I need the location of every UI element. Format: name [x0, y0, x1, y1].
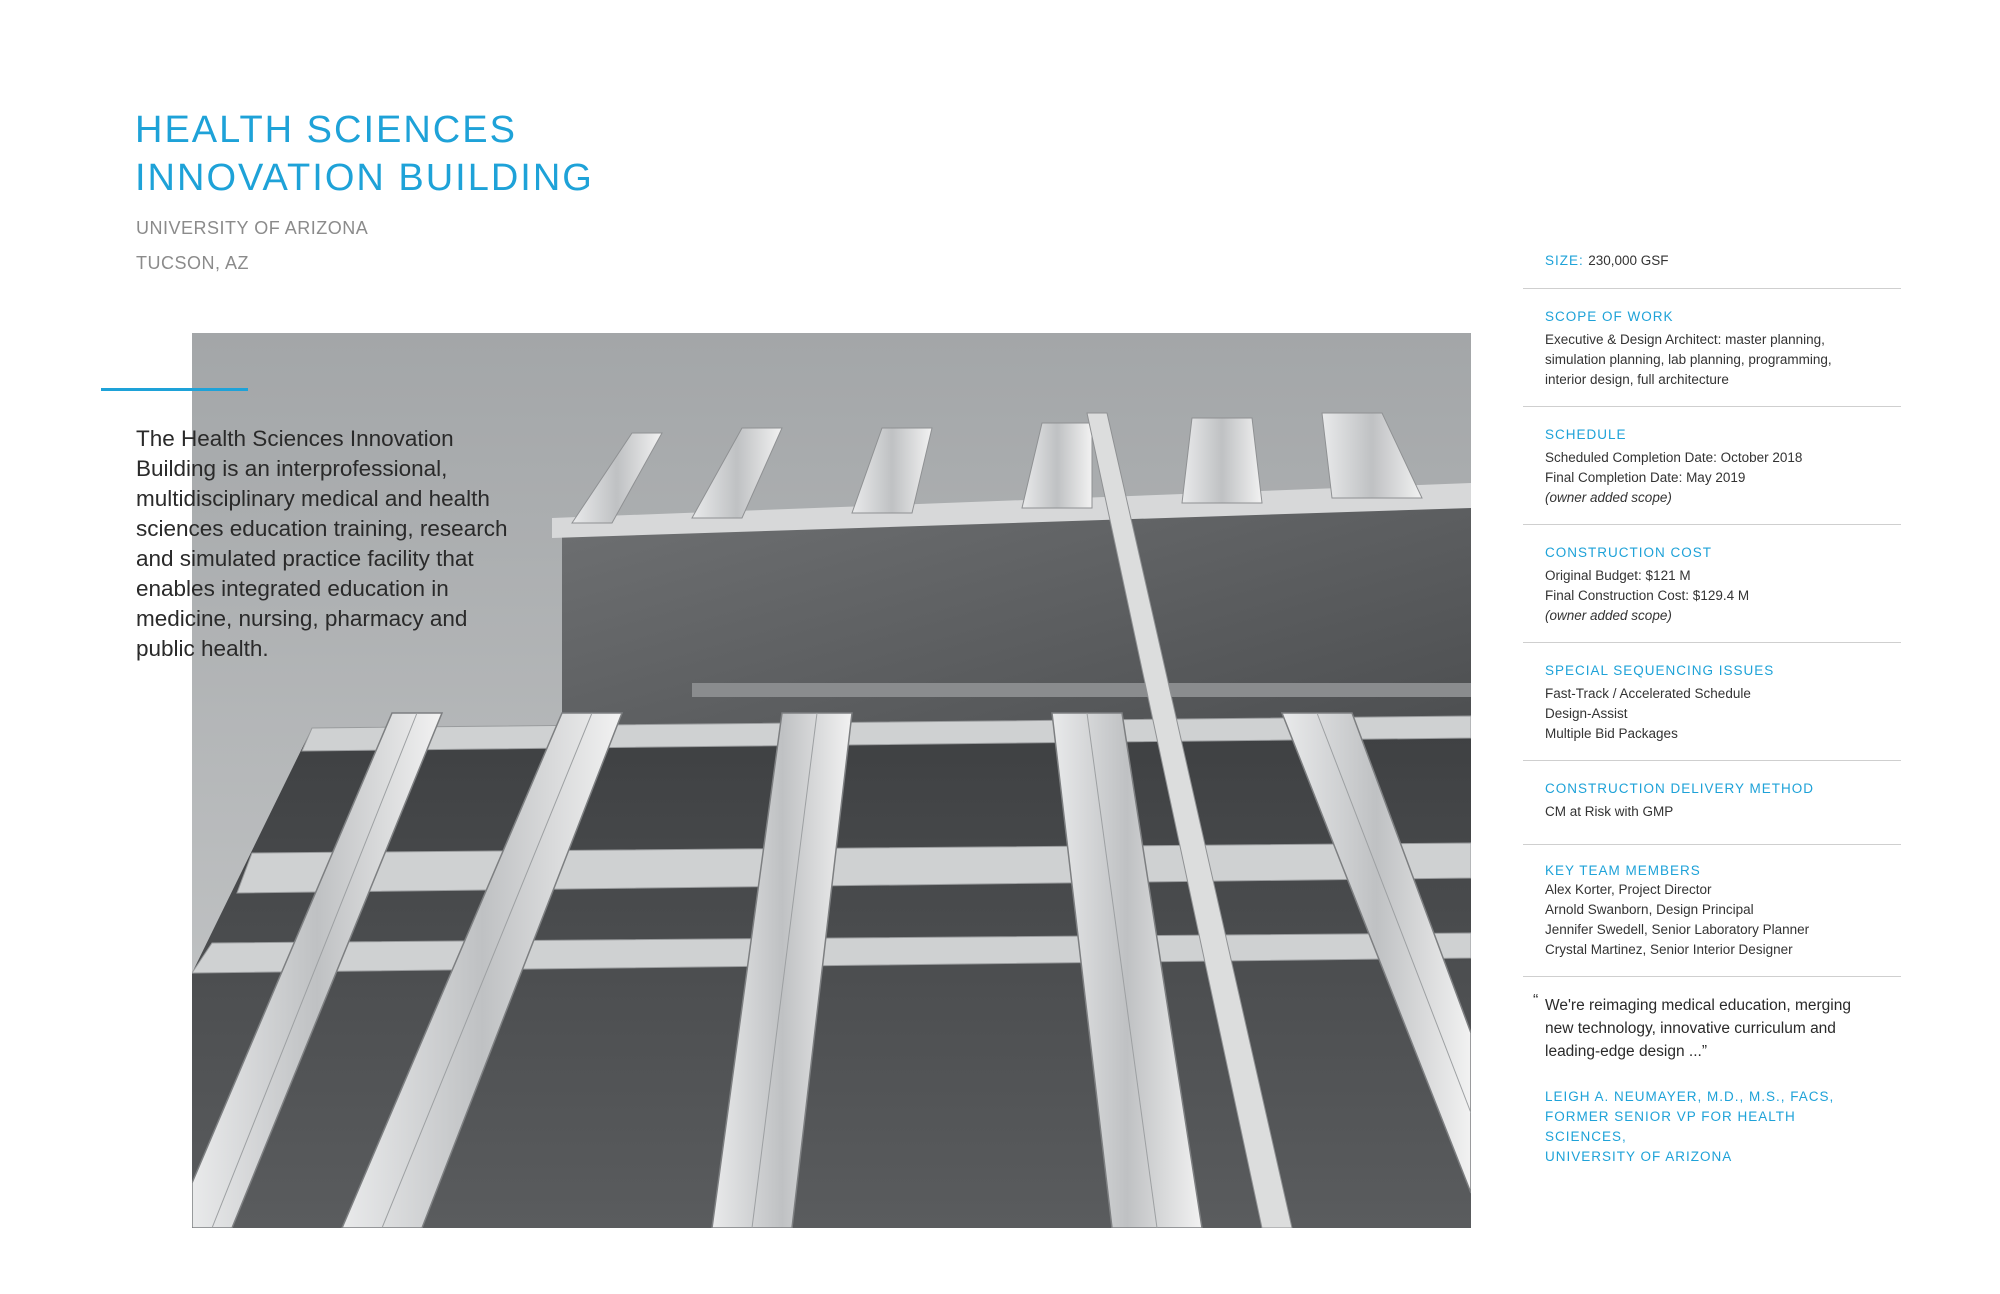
project-title	[135, 106, 594, 202]
fact-delivery	[1523, 761, 1901, 845]
fact-sequencing-line: Multiple Bid Packages	[1545, 726, 1678, 741]
project-title-line-2: INNOVATION BUILDING	[135, 157, 594, 199]
fact-team-member: Arnold Swanborn, Design Principal	[1545, 902, 1754, 917]
fact-team-member: Jennifer Swedell, Senior Laboratory Planner	[1545, 922, 1810, 937]
fact-cost-line: Original Budget: $121 M	[1545, 568, 1691, 583]
fact-team-member: Crystal Martinez, Senior Interior Designer	[1545, 942, 1793, 957]
fact-sequencing	[1523, 643, 1901, 761]
fact-scope	[1523, 289, 1901, 407]
fact-sequencing-line: Fast-Track / Accelerated Schedule	[1545, 686, 1751, 701]
testimonial-quote	[1523, 994, 1901, 1167]
fact-scope-line: simulation planning, lab planning, programming,	[1545, 352, 1832, 367]
fact-scope-line: Executive & Design Architect: master planning,	[1545, 332, 1825, 347]
quote-attribution	[1545, 1087, 1879, 1167]
fact-schedule-line: Final Completion Date: May 2019	[1545, 470, 1746, 485]
fact-schedule-line: Scheduled Completion Date: October 2018	[1545, 450, 1803, 465]
fact-team-label: KEY TEAM MEMBERS	[1545, 863, 1701, 878]
quote-attribution-line: LEIGH A. NEUMAYER, M.D., M.S., FACS,	[1545, 1089, 1835, 1104]
client-name: UNIVERSITY OF ARIZONA	[136, 218, 369, 238]
quote-open-mark: “	[1533, 992, 1539, 1009]
fact-delivery-line: CM at Risk with GMP	[1545, 804, 1674, 819]
fact-scope-line: interior design, full architecture	[1545, 372, 1729, 387]
fact-size-value: 230,000 GSF	[1588, 253, 1669, 268]
fact-cost-line: Final Construction Cost: $129.4 M	[1545, 588, 1750, 603]
fact-sequencing-label: SPECIAL SEQUENCING ISSUES	[1545, 663, 1775, 678]
project-location: TUCSON, AZ	[136, 253, 250, 273]
project-facts-sidebar	[1523, 240, 1901, 1167]
fact-cost	[1523, 525, 1901, 643]
fact-schedule-note: (owner added scope)	[1545, 490, 1672, 505]
fact-cost-label: CONSTRUCTION COST	[1545, 545, 1712, 560]
project-title-line-1: HEALTH SCIENCES	[135, 109, 517, 151]
fact-schedule	[1523, 407, 1901, 525]
project-description: The Health Sciences Innovation Building is an interprofessional, multidisciplinary medical and health sciences education training, research and simulated practice facility that enables integrated education in medicine, nursing, pharmacy and public health.	[136, 426, 508, 661]
fact-cost-note: (owner added scope)	[1545, 608, 1672, 623]
fact-sequencing-line: Design-Assist	[1545, 706, 1628, 721]
quote-text: We're reimaging medical education, merging new technology, innovative curriculum and leading-edge design ...”	[1545, 997, 1851, 1060]
quote-attribution-line: FORMER SENIOR VP FOR HEALTH SCIENCES,	[1545, 1109, 1796, 1144]
accent-rule	[101, 388, 248, 391]
fact-delivery-label: CONSTRUCTION DELIVERY METHOD	[1545, 781, 1815, 796]
fact-scope-label: SCOPE OF WORK	[1545, 309, 1674, 324]
fact-size-label: SIZE:	[1545, 253, 1584, 268]
fact-size	[1523, 240, 1901, 289]
fact-team	[1523, 845, 1901, 977]
fact-schedule-label: SCHEDULE	[1545, 427, 1627, 442]
fact-team-member: Alex Korter, Project Director	[1545, 882, 1712, 897]
quote-attribution-line: UNIVERSITY OF ARIZONA	[1545, 1149, 1733, 1164]
